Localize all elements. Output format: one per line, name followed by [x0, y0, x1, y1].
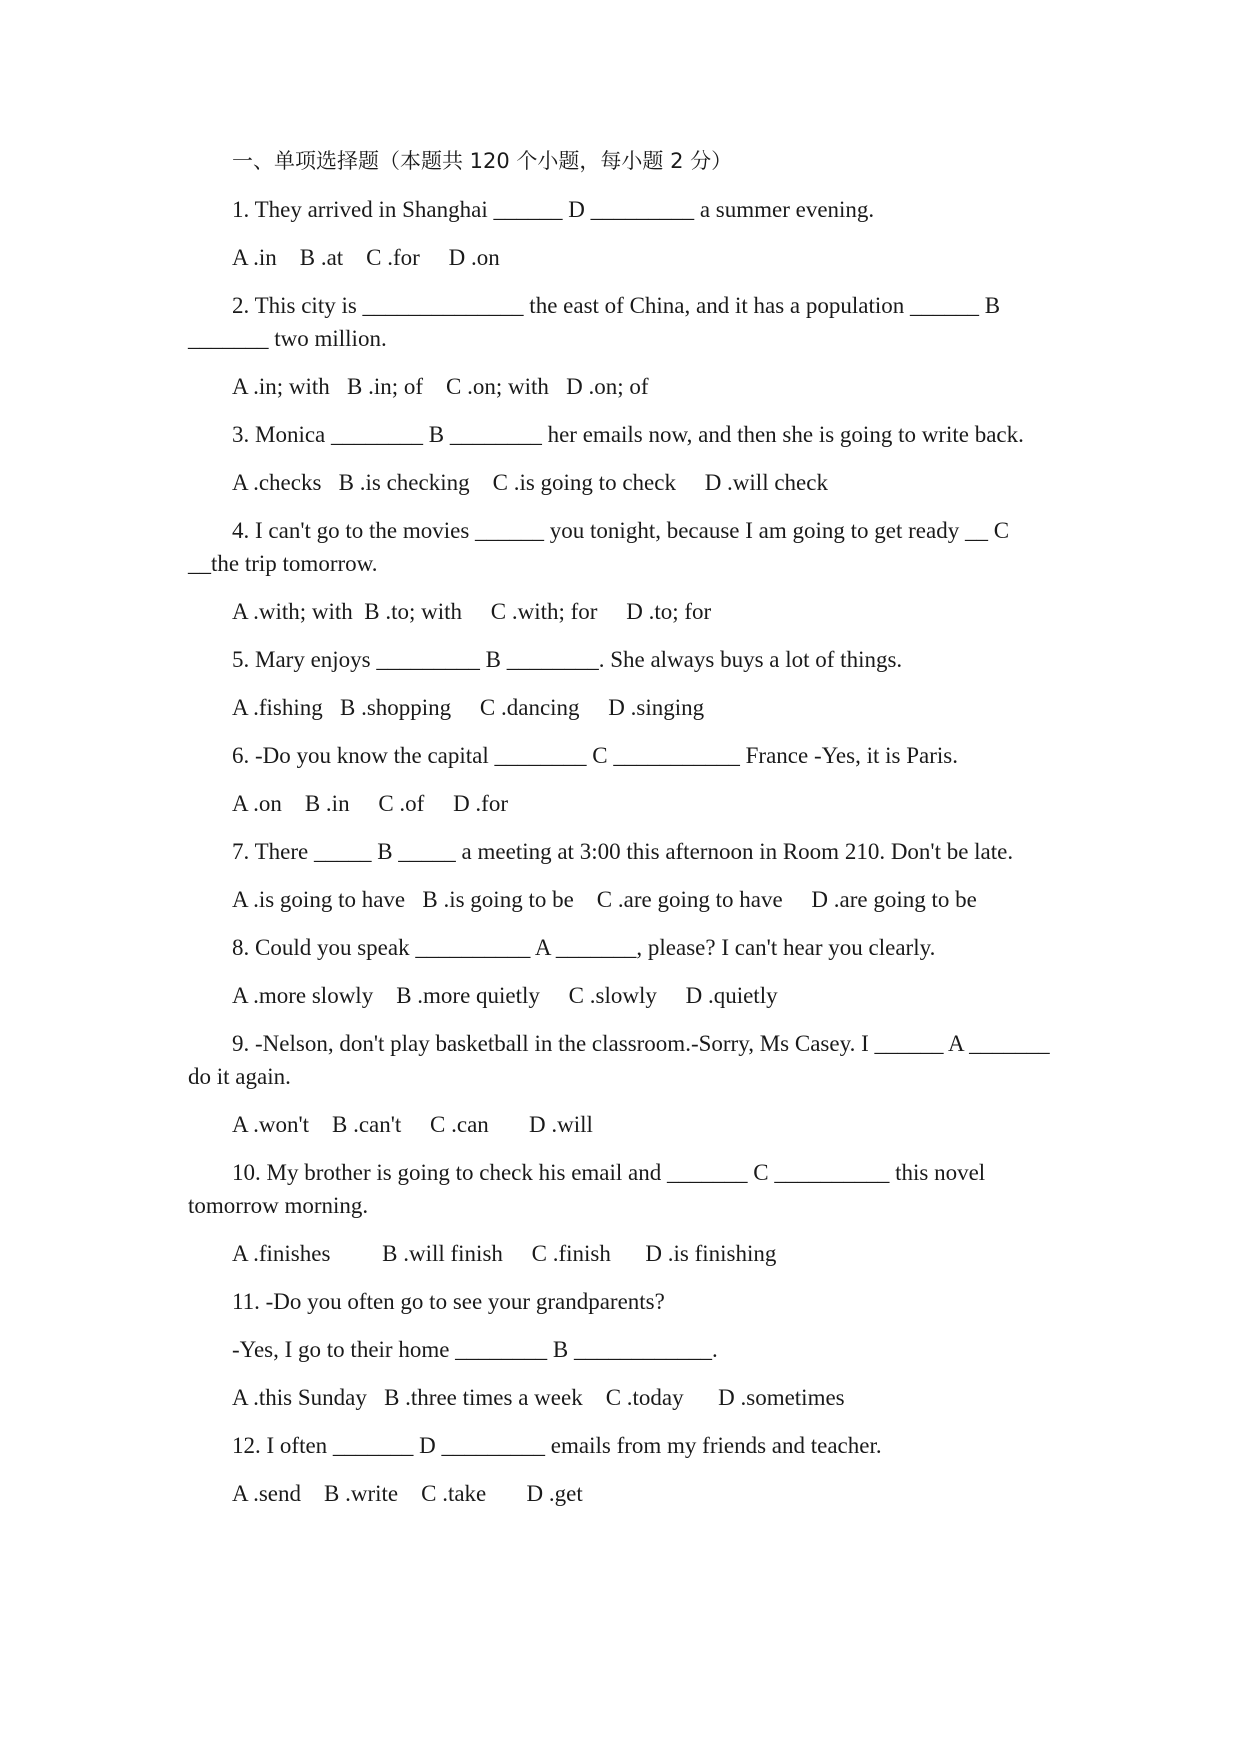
question-1-stem: 1. They arrived in Shanghai ______ D _________ a summer evening.: [232, 197, 875, 222]
question-3-options: A .checks B .is checking C .is going to check D .will check: [232, 470, 828, 495]
question-6-stem: 6. -Do you know the capital ________ C ___________ France -Yes, it is Paris.: [232, 743, 958, 768]
question-3-stem: 3. Monica ________ B ________ her emails now, and then she is going to write back.: [232, 422, 1024, 447]
question-10-stem: 10. My brother is going to check his email and _______ C __________ this novel tomorrow morning.: [188, 1160, 991, 1218]
question-8-stem: 8. Could you speak __________ A _______, please? I can't hear you clearly.: [232, 935, 936, 960]
question-9-stem: 9. -Nelson, don't play basketball in the classroom.-Sorry, Ms Casey. I ______ A _______ do it again.: [188, 1031, 1056, 1089]
question-4-options: A .with; with B .to; with C .with; for D .to; for: [232, 599, 712, 624]
question-11-stem: 11. -Do you often go to see your grandparents?: [232, 1289, 665, 1314]
question-2-stem: 2. This city is ______________ the east of China, and it has a population ______ B _______ two million.: [188, 293, 1006, 351]
question-11-options: A .this Sunday B .three times a week C .today D .sometimes: [232, 1385, 845, 1410]
exam-section: [188, 145, 1056, 1525]
question-12-options: A .send B .write C .take D .get: [232, 1481, 583, 1506]
question-2-options: A .in; with B .in; of C .on; with D .on; of: [232, 374, 649, 399]
question-5-stem: 5. Mary enjoys _________ B ________. She always buys a lot of things.: [232, 647, 903, 672]
question-8-options: A .more slowly B .more quietly C .slowly D .quietly: [232, 983, 778, 1008]
question-4-stem: 4. I can't go to the movies ______ you tonight, because I am going to get ready __ C __the trip tomorrow.: [188, 518, 1015, 576]
question-6-options: A .on B .in C .of D .for: [232, 791, 508, 816]
question-11-answer-line: -Yes, I go to their home ________ B ____________.: [232, 1337, 718, 1362]
section-heading: 一、单项选择题（本题共 120 个小题，每小题 2 分）: [232, 149, 733, 173]
question-1-options: A .in B .at C .for D .on: [232, 245, 500, 270]
question-7-options: A .is going to have B .is going to be C .are going to have D .are going to be: [232, 887, 977, 912]
question-9-options: A .won't B .can't C .can D .will: [232, 1112, 593, 1137]
question-7-stem: 7. There _____ B _____ a meeting at 3:00 this afternoon in Room 210. Don't be late.: [232, 839, 1014, 864]
question-10-options: A .finishes B .will finish C .finish D .is finishing: [232, 1241, 777, 1266]
question-5-options: A .fishing B .shopping C .dancing D .singing: [232, 695, 705, 720]
question-12-stem: 12. I often _______ D _________ emails from my friends and teacher.: [232, 1433, 882, 1458]
